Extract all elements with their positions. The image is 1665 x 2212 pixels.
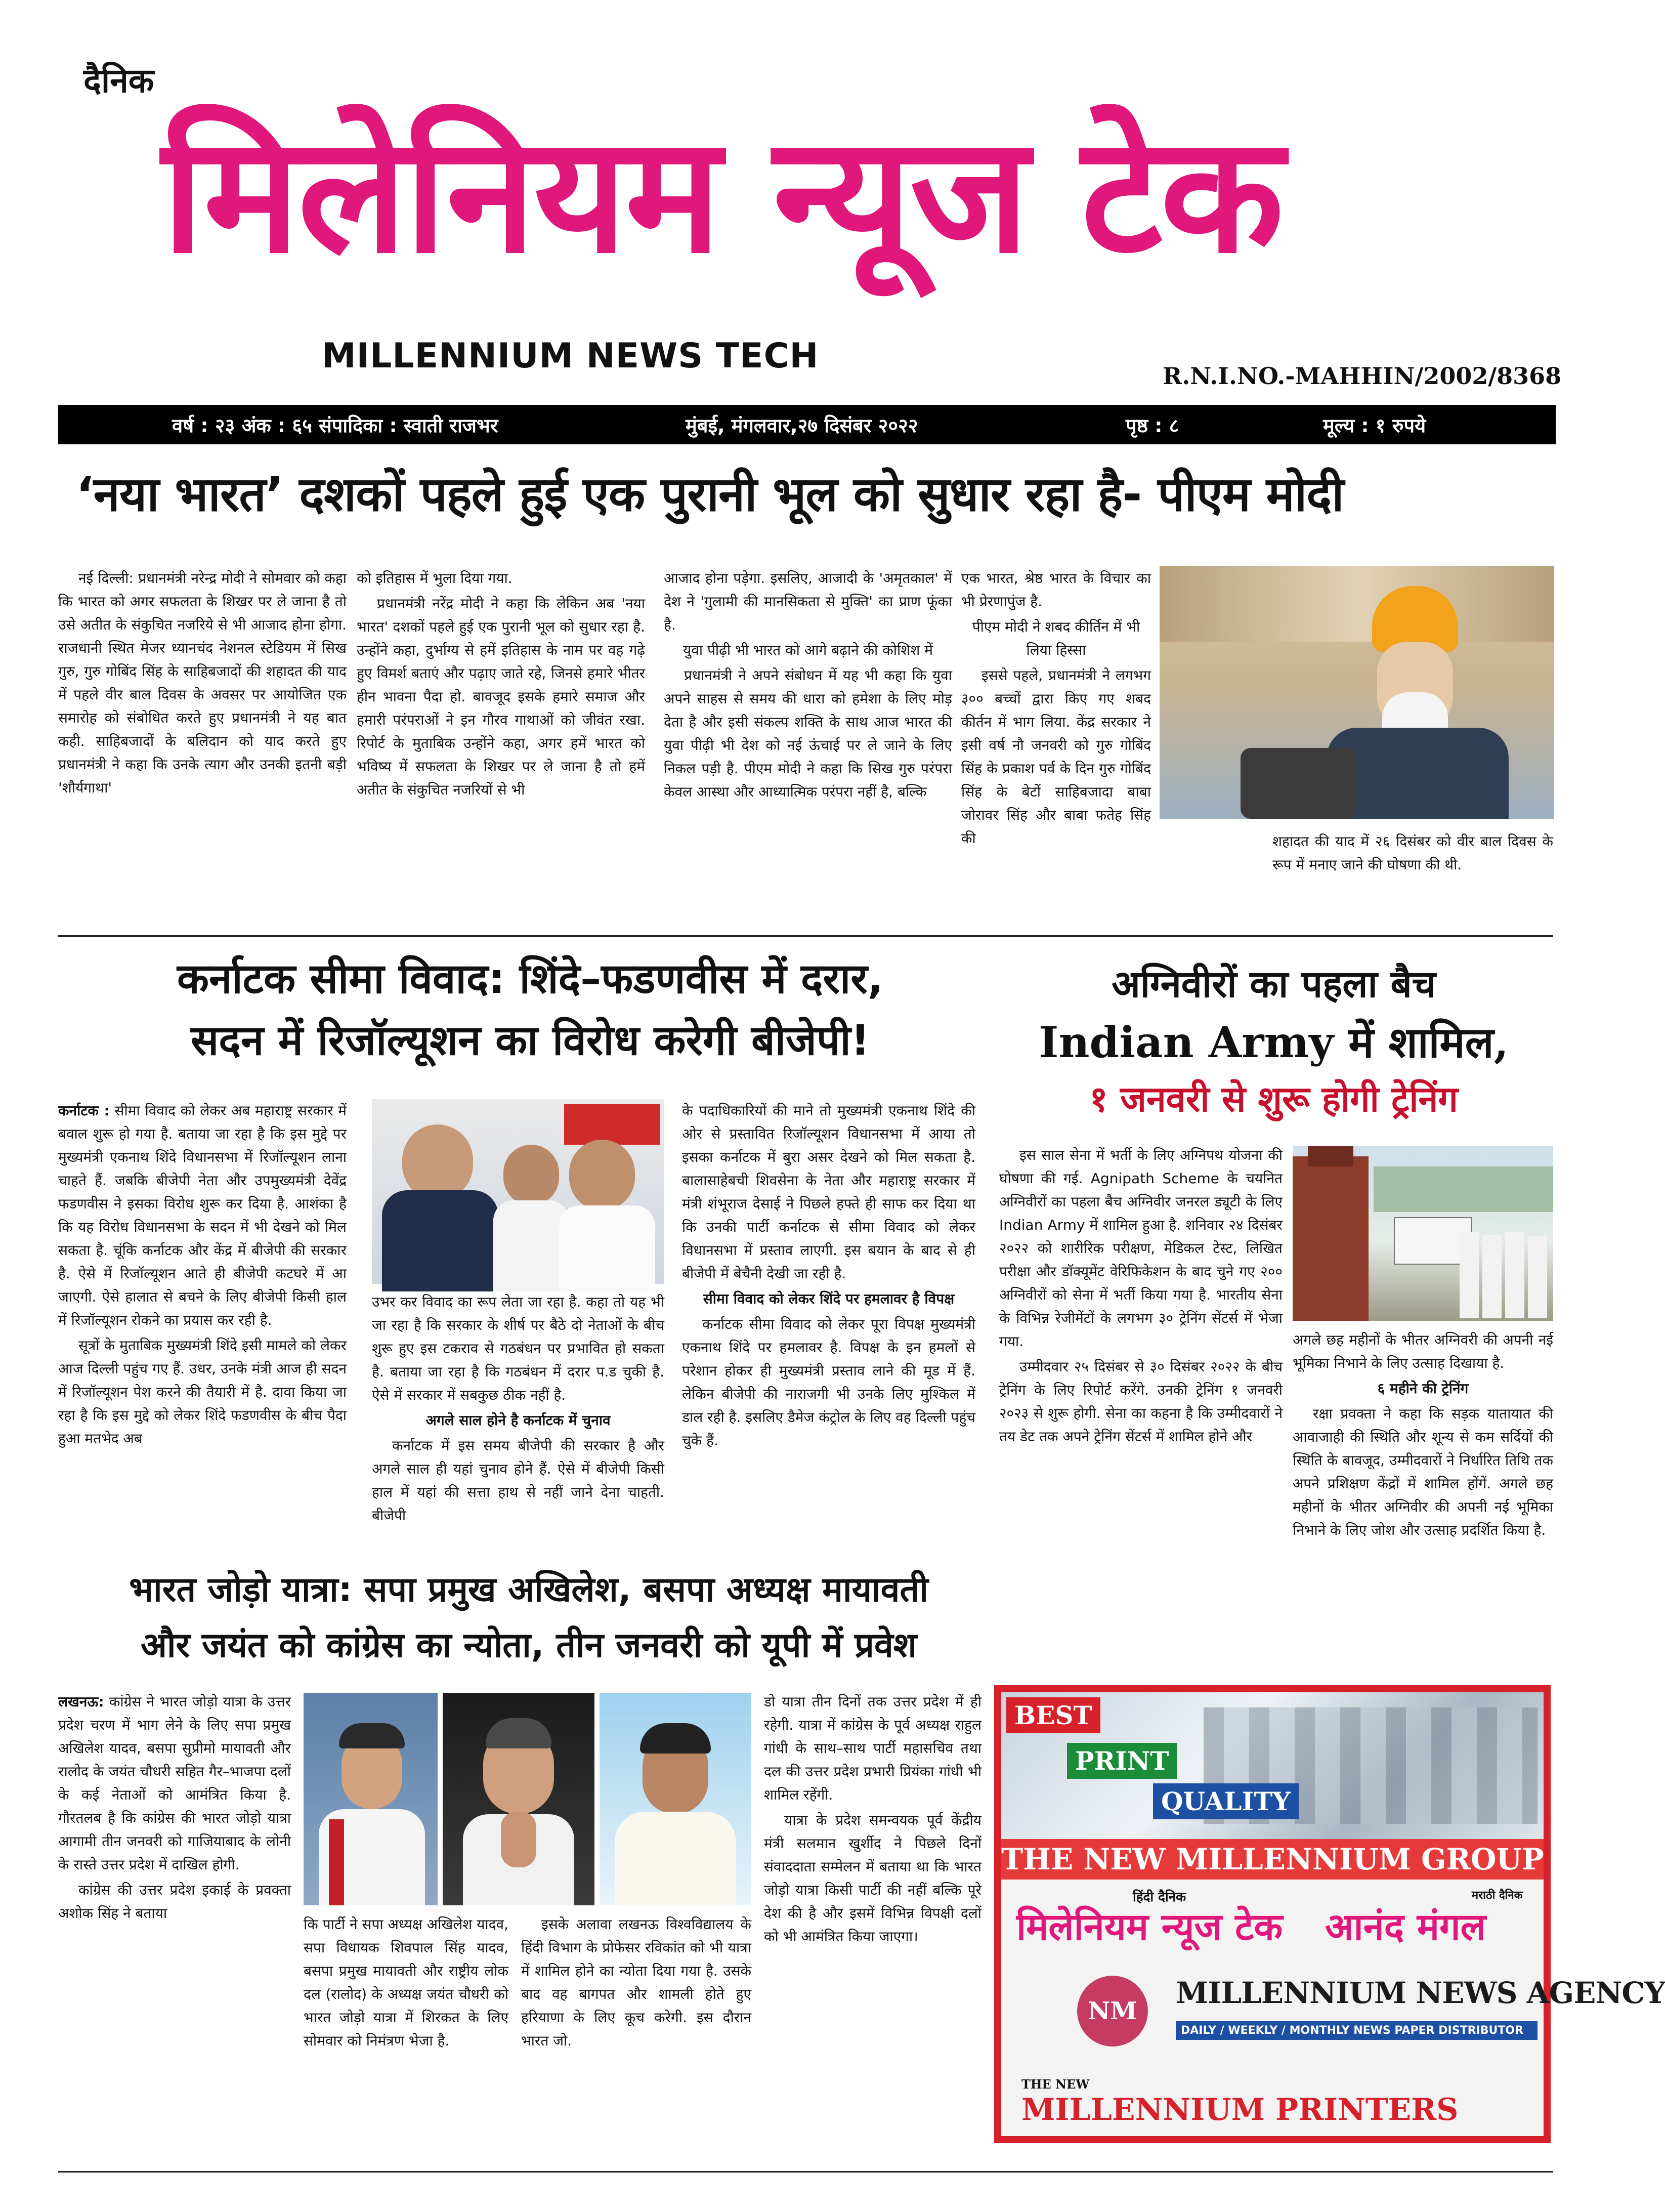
story2-dateline: कर्नाटक : xyxy=(58,1102,110,1119)
story1-col3b-text: प्रधानमंत्री ने अपने संबोधन में यह भी कहा कि युवा अपने साहस से समय की धारा को हमेशा के लिए मोड़ देता है और इसी संकल्प शक्ति के साथ आज भारत की युवा पीढ़ी भी देश को नई ऊंचाई पर ले जाने के लिए निकल पड़ी है. पीएम मोदी ने कहा कि सिख गुरु परंपरा केवल आस्था और आध्यात्मिक परंपरा नहीं है, बल्कि xyxy=(664,667,952,800)
story2-col1-para xyxy=(58,1099,347,1332)
story2-photo-leaders xyxy=(372,1099,664,1284)
story1-col5 xyxy=(1272,830,1553,926)
story4-photo-rahul xyxy=(443,1693,594,1905)
story3-headline-line1: अग्निवीरों का पहला बैच xyxy=(1112,963,1436,1006)
story1-col5-text: शहादत की याद में २६ दिसंबर को वीर बाल दिवस के रूप में मनाए जाने की घोषणा की थी. xyxy=(1272,833,1553,873)
story4-col4 xyxy=(764,1690,981,2163)
story4-col1-text: कांग्रेस ने भारत जोड़ो यात्रा के उत्तर प्रदेश चरण में भाग लेने के लिए सपा प्रमुख अखिलेश यादव, बसपा सुप्रीमो मायावती और रालोद के जयंत चौधरी सहित गैर–भाजपा दलों के कई नेताओं को आमंत्रित किया है. गौरतलब है कि कांग्रेस की भारत जोड़ो यात्रा आगामी तीन जनवरी को गाजियाबाद के लोनी के रास्ते उत्तर प्रदेश में दाखिल होगी. xyxy=(58,1693,291,1873)
story4-col2 xyxy=(304,1913,508,2163)
story2-col2-subhead: अगले साल होने है कर्नाटक में चुनाव xyxy=(425,1412,611,1429)
story1-col4 xyxy=(961,567,1151,926)
story2-col3b-text: कर्नाटक सीमा विवाद को लेकर पूरा विपक्ष मुख्यमंत्री एकनाथ शिंदे पर हमलावर है. विपक्ष के इन हमलों से परेशान होकर ही मुख्यमंत्री प्रस्ताव लाने की मूड में हैं. लेकिन बीजेपी की नाराजगी भी उनके लिए मुश्किल में डाल रही है. इसलिए डैमेज कंट्रोल के लिए वह दिल्ली पहुंच चुके हैं. xyxy=(682,1316,975,1449)
bottom-rule xyxy=(58,2171,1553,2173)
story2-col2b-text: कर्नाटक में इस समय बीजेपी की सरकार है और अगले साल ही यहां चुनाव होने हैं. ऐसे में बीजेपी किसी हाल में यहां की सत्ता हाथ से नहीं जाने देना चाहती. बीजेपी xyxy=(372,1437,664,1524)
price-info: मूल्य : १ रुपये xyxy=(1323,414,1426,437)
story2-col3 xyxy=(682,1099,975,1545)
story4-dateline: लखनऊ: xyxy=(58,1693,104,1710)
info-bar xyxy=(58,405,1556,444)
story4-photo-akhilesh xyxy=(304,1693,438,1905)
story4-col2-text: कि पार्टी ने सपा अध्यक्ष अखिलेश यादव, सपा विधायक शिवपाल सिंह यादव, बसपा प्रमुख मायावती और राष्ट्रीय लोक दल (रालोद) के अध्यक्ष जयंत चौधरी को भारत जोड़ो यात्रा में शिरकत के लिए सोमवार को निमंत्रण भेजा है. xyxy=(304,1916,508,2049)
ad-quality: QUALITY xyxy=(1153,1783,1299,1819)
advertisement xyxy=(994,1685,1665,2143)
ad-the-new: THE NEW xyxy=(1021,2077,1090,2092)
story1-col1-text: नई दिल्ली: प्रधानमंत्री नरेन्द्र मोदी ने सोमवार को कहा कि भारत को अगर सफलता के शिखर पर ले जाना है तो उसे अतीत के संकुचित नजरिये से भी आजाद होना होगा. राजधानी स्थित मेजर ध्यानचंद नेशनल स्टेडियम में सिख गुरु, गुरु गोबिंद सिंह के साहिबजादों की शहादत की याद में पहले वीर बाल दिवस के अवसर पर आयोजित एक समारोह को संबोधित करते हुए प्रधानमंत्री ने यह बात कही. साहिबजादों के बलिदान को याद करते हुए प्रधानमंत्री ने कहा कि उनके त्याग और उनकी इतनी बड़ी 'शौर्यगाथा' xyxy=(58,570,347,796)
story1-col3 xyxy=(664,567,952,926)
ad-group-name: THE NEW MILLENNIUM GROUP xyxy=(1001,1839,1544,1880)
story2-col1b-text: सूत्रों के मुताबिक मुख्यमंत्री शिंदे इसी मामले को लेकर आज दिल्ली पहुंच गए हैं. उधर, उनके मंत्री आज ही सदन में रिजॉल्यूशन पेश करने की तैयारी में है. दावा किया जा रहा है कि इस मुद्दे को लेकर शिंदे फडणवीस के बीच पैदा हुआ मतभेद अब xyxy=(58,1337,347,1447)
ad-best: BEST xyxy=(1006,1697,1100,1733)
divider-1 xyxy=(58,935,1553,937)
story3-col1-text: इस साल सेना में भर्ती के लिए अग्निपथ योजना की घोषणा की गई. Agnipath Scheme के चयनित अग्निवीरों का पहला बैच अग्निवीर जनरल ड्यूटी के लिए Indian Army में शामिल हुआ है. शनिवार २४ दिसंबर २०२२ को शारीरिक परीक्षण, मेडिकल टेस्ट, लिखित परीक्षा और डॉक्यूमेंट वेरिफिकेशन के बाद चुने गए २०० अग्निवीरों को सेना में भर्ती किया गया है. भारतीय सेना के विभिन्न रेजीमेंटों के लगभग ३० ट्रेनिंग सेंटर्स में भेजा गया. xyxy=(999,1147,1283,1350)
story1-photo-modi xyxy=(1160,566,1554,819)
story1-photo-caption-area xyxy=(1160,830,1266,835)
ad-paper-marathi: आनंद मंगल xyxy=(1325,1905,1486,1949)
ad-logo-text: NM xyxy=(1088,1997,1137,2025)
rni-number: R.N.I.NO.-MAHHIN/2002/8368 xyxy=(1163,362,1562,390)
story3-headline-line2: Indian Army में शामिल, xyxy=(1039,1017,1509,1067)
story1-col4b-text: इससे पहले, प्रधानमंत्री ने लगभग ३०० बच्चों द्वारा किए गए शबद कीर्तन में भाग लिया. केंद्र सरकार ने इसी वर्ष नौ जनवरी को गुरु गोबिंद सिंह के प्रकाश पर्व के दिन गुरु गोबिंद सिंह के बेटों साहिबजादा बाबा जोरावर सिंह और बाबा फतेह सिंह की xyxy=(961,667,1151,847)
ad-printers-name: MILLENNIUM PRINTERS xyxy=(1021,2092,1459,2127)
story4-photo-mayawati xyxy=(600,1693,751,1905)
story1-col3a-text: आजाद होना पड़ेगा. इसलिए, आजादी के 'अमृतकाल' में देश ने 'गुलामी की मानसिकता से मुक्ति' का प्राण फूंका है. xyxy=(664,570,952,633)
story1-col4-subhead: पीएम मोदी ने शबद कीर्तिन में भी लिया हिस्सा xyxy=(972,618,1140,658)
ad-hindi-daily-label: हिंदी दैनिक xyxy=(1133,1890,1186,1905)
story2-headline-line1: कर्नाटक सीमा विवाद: शिंदे–फडणवीस में दरार, xyxy=(177,955,883,1003)
story1-headline: ‘नया भारत’ दशकों पहले हुई एक पुरानी भूल को सुधार रहा है- पीएम मोदी xyxy=(76,467,1344,522)
story2-col1 xyxy=(58,1099,347,1545)
page-count: पृष्ठ : ८ xyxy=(1126,414,1179,437)
ad-print: PRINT xyxy=(1067,1743,1177,1779)
masthead-daily-label: दैनिक xyxy=(83,61,154,100)
story4-headline-line2: और जयंत को कांग्रेस का न्योता, तीन जनवरी को यूपी में प्रवेश xyxy=(140,1625,917,1665)
story2-headline-line2: सदन में रिजॉल्यूशन का विरोध करेगी बीजेपी! xyxy=(190,1017,870,1065)
story3-col2b-text: रक्षा प्रवक्ता ने कहा कि सड़क यातायात की आवाजाही की स्थिति और शून्य से कम सर्दियों की स्थिति के बावजूद, उम्मीदवारों ने निर्धारित तिथि तक अपने प्रशिक्षण केंद्रों में शामिल होंगें. अगले छह महीनों के भीतर अग्निवीर की अपनी नई भूमिका निभाने के लिए जोश और उत्साह प्रदर्शित किया है. xyxy=(1293,1405,1553,1538)
story4-col4b-text: यात्रा के प्रदेश समन्वयक पूर्व केंद्रीय मंत्री सलमान खुर्शीद ने पिछले दिनों संवाददाता सम्मेलन में बताया था कि भारत जोड़ो यात्रा किसी पार्टी की नहीं बल्कि पूरे देश की है और इसमें विभिन्न विपक्षी दलों को भी आमंत्रित किया जाएगा। xyxy=(764,1812,981,1945)
story1-col2 xyxy=(357,567,645,926)
story3-col1b-text: उम्मीदवार २५ दिसंबर से ३० दिसंबर २०२२ के बीच ट्रेनिंग के लिए रिपोर्ट करेंगे. उनकी ट्रेनिंग १ जनवरी २०२३ से शुरू होगी. सेना का कहना है कि उम्मीदवारों ने तय डेट तक अपने ट्रेनिंग सेंटर्स में शामिल होने और xyxy=(999,1358,1283,1445)
story4-col1-para xyxy=(58,1690,291,1876)
story3-col2-subhead: ६ महीने की ट्रेनिंग xyxy=(1377,1380,1469,1397)
story4-col4-text: डो यात्रा तीन दिनों तक उत्तर प्रदेश में ही रहेगी. यात्रा में कांग्रेस के पूर्व अध्यक्ष राहुल गांधी के साथ–साथ पार्टी महासचिव तथा दल की उत्तर प्रदेश प्रभारी प्रियंका गांधी भी शामिल रहेंगी. xyxy=(764,1693,981,1803)
story4-headline-line1: भारत जोड़ो यात्रा: सपा प्रमुख अखिलेश, बसपा अध्यक्ष मायावती xyxy=(129,1570,928,1610)
masthead-title-english: MILLENNIUM NEWS TECH xyxy=(322,336,819,376)
story2-col1-text: सीमा विवाद को लेकर अब महाराष्ट्र सरकार में बवाल शुरू हो गया है. बताया जा रहा है कि इस मुद्दे पर मुख्यमंत्री एकनाथ शिंदे विधानसभा में रिजॉल्यूशन लाना चाहते हैं. जबकि बीजेपी नेता और उपमुख्यमंत्री देवेंद्र फडणवीस ने इसका विरोध शुरू कर दिया है. आशंका है कि यह विरोध विधानसभा के सदन में भी देखने को मिल सकता है. चूंकि कर्नाटक और केंद्र में बीजेपी की सरकार है. ऐसे में रिजॉल्यूशन आते ही बीजेपी कटघरे में आ जाएगी. ऐसे हालात से बचने के लिए बीजेपी किसी हाल में रिजॉल्यूशन रोकने का प्रयास कर रही है. xyxy=(58,1102,347,1328)
ad-marathi-daily-label: मराठी दैनिक xyxy=(1472,1889,1523,1902)
story1-col4a-text: एक भारत, श्रेष्ठ भारत के विचार का भी प्रेरणापुंज है. xyxy=(961,570,1151,610)
story1-col2b-text: प्रधानमंत्री नरेंद्र मोदी ने कहा कि लेकिन अब 'नया भारत' दशकों पहले हुई एक पुरानी भूल को सुधार रहा है. उन्होंने कहा, दुर्भाग्य से हमें इतिहास के नाम पर वह गढ़े हुए विमर्श बताएं और पढ़ाए जाते रहे, जिनसे हमारे भीतर हीन भावना पैदा हो. बावजूद इसके हमारे समाज और हमारी परंपराओं ने इन गौरव गाथाओं को जीवंत रखा. रिपोर्ट के मुताबिक उन्होंने कहा, अगर हमें भारत को भविष्य में सफलता के शिखर पर ले जाना है तो हमें अतीत के संकुचित नजरियों से भी xyxy=(357,595,645,798)
ad-agency-subtitle: DAILY / WEEKLY / MONTHLY NEWS PAPER DISTRIBUTOR xyxy=(1176,2021,1538,2040)
story1-col2a-text: को इतिहास में भुला दिया गया. xyxy=(357,570,513,587)
story3-photo-agniveers xyxy=(1293,1146,1553,1321)
ad-logo xyxy=(1077,1976,1148,2047)
story4-col3-text: इसके अलावा लखनऊ विश्वविद्यालय के हिंदी विभाग के प्रोफेसर रविकांत को भी यात्रा में शामिल होने का न्योता दिया गया है. उसके बाद वह बागपत और शामली होते हुए हरियाणा के लिए कूच करेगी. इस दौरान भारत जो. xyxy=(521,1916,751,2049)
issue-info: वर्ष : २३ अंक : ६५ संपादिका : स्वाती राजभर xyxy=(172,414,498,437)
masthead-title: मिलेनियम न्यूज टेक xyxy=(162,101,1282,288)
date-info: मुंबई, मंगलवार,२७ दिसंबर २०२२ xyxy=(686,414,918,437)
story2-col3-subhead: सीमा विवाद को लेकर शिंदे पर हमलावर है विपक्ष xyxy=(703,1290,955,1307)
ad-agency-name: MILLENNIUM NEWS AGENCY xyxy=(1176,1976,1665,2010)
story2-col2-text: उभर कर विवाद का रूप लेता जा रहा है. कहा तो यह भी जा रहा है कि सरकार के शीर्ष पर बैठे दो नेताओं के बीच शुरू हुए इस टकराव से गठबंधन पर प्रभावित हो सकता है. बताया जा रहा है कि गठबंधन में दरार प.ड चुकी है. ऐसे में सरकार में सबकुछ ठीक नहीं है. xyxy=(372,1293,664,1403)
story2-col2 xyxy=(372,1290,664,1543)
story1-col1 xyxy=(58,567,347,926)
story4-col1 xyxy=(58,1690,291,2163)
story1-col3-subhead: युवा पीढ़ी भी भारत को आगे बढ़ाने की कोशिश में xyxy=(683,642,933,658)
story4-col3 xyxy=(521,1913,751,2163)
story2-col3-text: के पदाधिकारियों की माने तो मुख्यमंत्री एकनाथ शिंदे की ओर से प्रस्तावित रिजॉल्यूशन विधानसभा में आया तो इसका कर्नाटक में बुरा असर देखने को मिल सकता है. बालासाहेबची शिवसेना के नेता और महाराष्ट्र सरकार में मंत्री शंभूराज देसाई ने पिछले हफ्ते ही साफ कर दिया था कि उनकी पार्टी कर्नाटक से सीमा विवाद को लेकर विधानसभा में प्रस्ताव लाएगी. इस बयान के बाद से ही बीजेपी में बेचैनी देखी जा रही है. xyxy=(682,1102,975,1282)
ad-paper-hindi: मिलेनियम न्यूज टेक xyxy=(1016,1905,1283,1949)
story3-headline-line3: १ जनवरी से शुरू होगी ट्रेनिंग xyxy=(1089,1078,1458,1120)
story3-col1 xyxy=(999,1144,1283,1655)
story3-col2 xyxy=(1293,1328,1553,1655)
story3-col2-text: अगले छह महीनों के भीतर अग्निवरी की अपनी नई भूमिका निभाने के लिए उत्साह दिखाया है. xyxy=(1293,1331,1553,1371)
story4-col1b-text: कांग्रेस की उत्तर प्रदेश इकाई के प्रवक्ता अशोक सिंह ने बताया xyxy=(58,1882,291,1922)
